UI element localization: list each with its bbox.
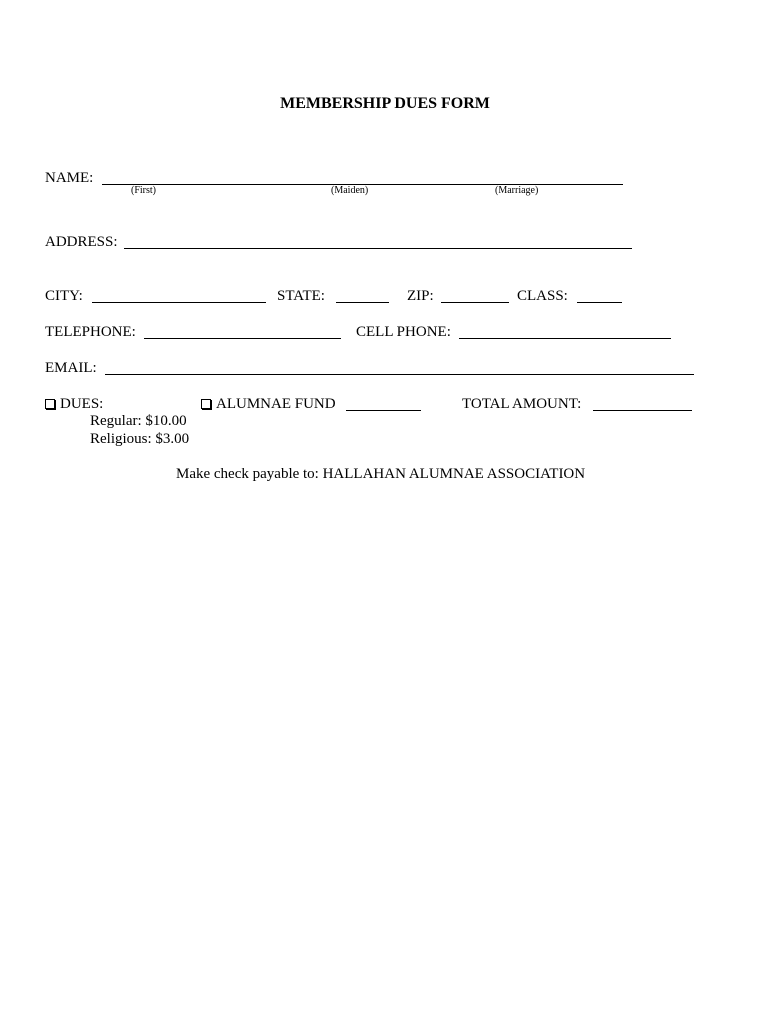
address-field[interactable] — [124, 248, 632, 249]
dues-regular-price: Regular: $10.00 — [90, 413, 187, 429]
zip-label: ZIP: — [407, 288, 434, 304]
alumnae-fund-label: ALUMNAE FUND — [216, 396, 336, 412]
telephone-label: TELEPHONE: — [45, 324, 136, 340]
zip-field[interactable] — [441, 302, 509, 303]
class-label: CLASS: — [517, 288, 568, 304]
city-label: CITY: — [45, 288, 83, 304]
state-field[interactable] — [336, 302, 389, 303]
alumnae-fund-checkbox[interactable] — [201, 399, 211, 409]
dues-religious-price: Religious: $3.00 — [90, 431, 190, 447]
cell-phone-label: CELL PHONE: — [356, 324, 451, 340]
name-maiden-caption: (Maiden) — [331, 185, 369, 196]
name-label: NAME: — [45, 170, 94, 186]
state-label: STATE: — [277, 288, 325, 304]
telephone-field[interactable] — [144, 338, 341, 339]
total-amount-label: TOTAL AMOUNT: — [462, 396, 582, 412]
alumnae-fund-field[interactable] — [346, 410, 421, 411]
email-field[interactable] — [105, 374, 694, 375]
email-label: EMAIL: — [45, 360, 97, 376]
alumnae-fund-option[interactable] — [201, 397, 336, 412]
name-marriage-caption: (Marriage) — [495, 185, 539, 196]
payable-note: Make check payable to: HALLAHAN ALUMNAE ASSOCIATION — [176, 466, 586, 482]
class-field[interactable] — [577, 302, 622, 303]
form-title: MEMBERSHIP DUES FORM — [280, 95, 490, 112]
city-field[interactable] — [92, 302, 266, 303]
dues-option[interactable] — [45, 397, 103, 412]
dues-label: DUES: — [60, 396, 104, 412]
dues-checkbox[interactable] — [45, 399, 55, 409]
name-first-caption: (First) — [131, 185, 156, 196]
cell-phone-field[interactable] — [459, 338, 671, 339]
total-amount-field[interactable] — [593, 410, 692, 411]
address-label: ADDRESS: — [45, 234, 118, 250]
